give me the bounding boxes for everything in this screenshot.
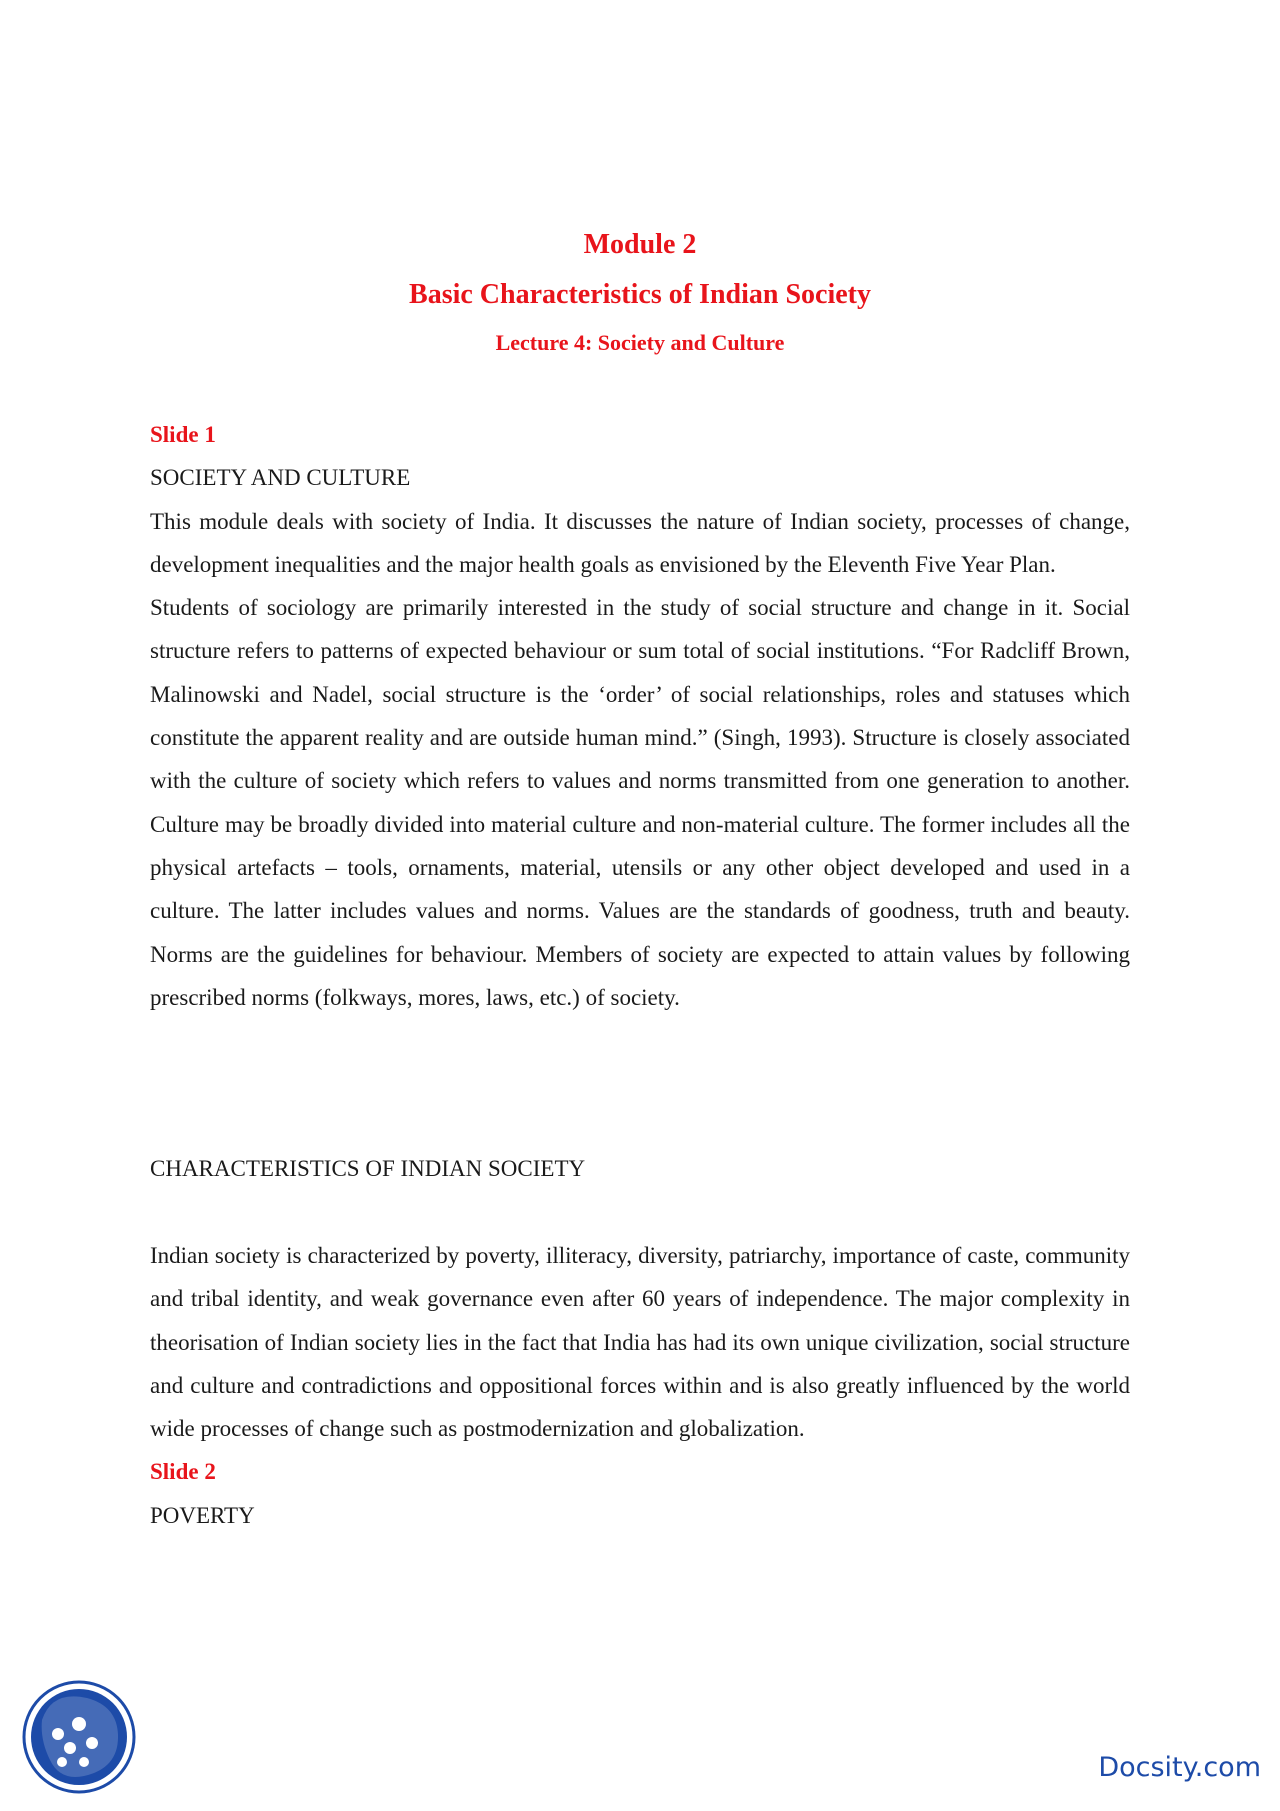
section-characteristics	[150, 1147, 1130, 1190]
section-characteristics-body	[150, 1234, 1130, 1537]
module-title: Module 2	[583, 229, 697, 260]
intro-paragraph: This module deals with society of India. It discusses the nature of Indian society, processes of change, development inequalities and the major health goals as envisioned by the Eleventh Five Year Plan.	[150, 508, 1130, 577]
society-and-culture-heading: SOCIETY AND CULTURE	[150, 465, 411, 491]
slide-1-label: Slide 1	[150, 422, 216, 447]
characteristics-heading: CHARACTERISTICS OF INDIAN SOCIETY	[150, 1156, 586, 1181]
docsity-brand-link[interactable]: Docsity.com	[1098, 1752, 1261, 1783]
lecture-subtitle: Lecture 4: Society and Culture	[495, 330, 785, 355]
slide-2-label: Slide 2	[150, 1459, 216, 1485]
poverty-heading: POVERTY	[150, 1502, 255, 1528]
section-slide-1	[150, 413, 1130, 1019]
social-structure-paragraph: Students of sociology are primarily interested in the study of social structure and change in it. Social structure refers to patterns of expected behaviour or sum total of social institutions. “For Radcliff Brown, Malinowski and Nadel, social structure is the ‘order’ of social relationships, roles and statuses which constitute the apparent reality and are outside human mind.” (Singh, 1993). Structure is closely associated with the culture of society which refers to values and norms transmitted from one generation to another. Culture may be broadly divided into material culture and non-material culture. The former includes all the physical artefacts – tools, ornaments, material, utensils or any other object developed and used in a culture. The latter includes values and norms. Values are the standards of goodness, truth and beauty. Norms are the guidelines for behaviour. Members of society are expected to attain values by following prescribed norms (folkways, mores, laws, etc.) of society.	[150, 595, 1130, 1010]
document-title: Basic Characteristics of Indian Society	[409, 279, 871, 310]
docsity-logo-icon	[22, 1680, 136, 1794]
characteristics-paragraph: Indian society is characterized by poverty, illiteracy, diversity, patriarchy, importance of caste, community and tribal identity, and weak governance even after 60 years of independence. The major complexity in theorisation of Indian society lies in the fact that India has had its own unique civilization, social structure and culture and contradictions and oppositional forces within and is also greatly influenced by the world wide processes of change such as postmodernization and globalization.	[150, 1243, 1130, 1442]
